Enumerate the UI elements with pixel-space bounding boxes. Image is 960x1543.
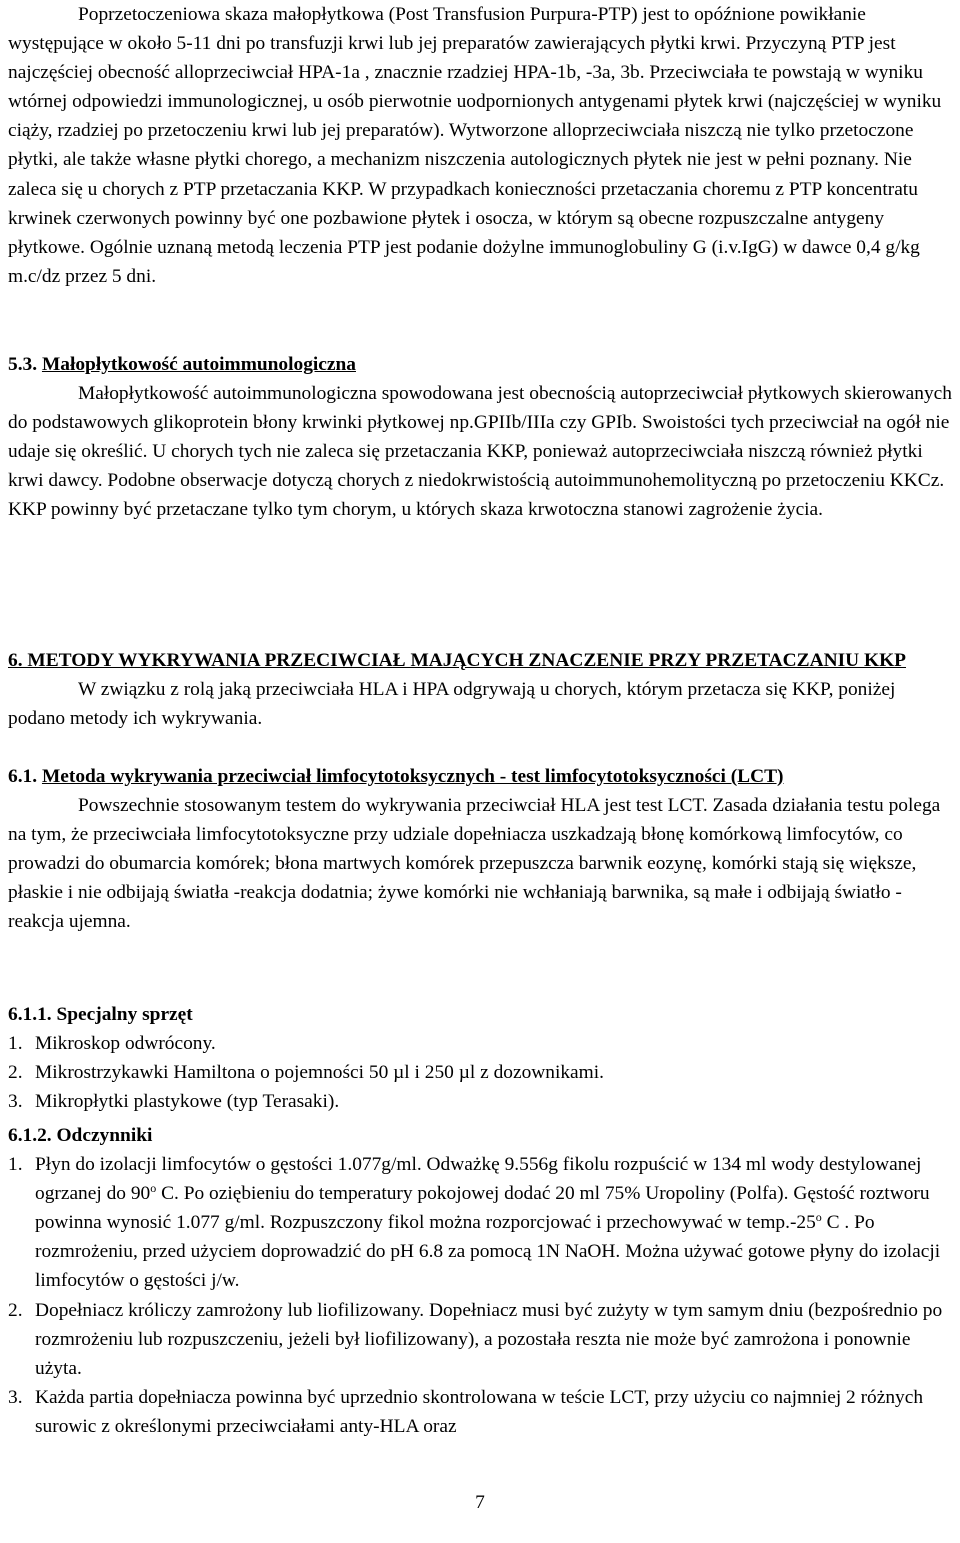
ptp-paragraph: Poprzetoczeniowa skaza małopłytkowa (Post Transfusion Purpura-PTP) jest to opóźnione powikłanie występujące w około 5-11 dni po transfuzji krwi lub jej preparatów zawierających płytki krwi. Przyczyną PTP jest najczęściej obecność alloprzeciwciał HPA-1a , znacznie rzadziej HPA-1b, -3a, 3b. Przeciwciała te powstają w wyniku wtórnej odpowiedzi immunologicznej, u osób pierwotnie uodpornionych antygenami płytek krwi (najczęściej w wyniku ciąży, rzadziej po przetoczeniu krwi lub jej preparatów). Wytworzone alloprzeciwciała niszczą nie tylko przetoczone płytki, ale także własne płytki chorego, a mechanizm niszczenia autologicznych płytek nie jest w pełni poznany. Nie zaleca się u chorych z PTP przetaczania KKP. W przypadkach konieczności przetaczania choremu z PTP koncentratu krwinek czerwonych powinny być one pozbawione płytek i osocza, w którym są obecne rozpuszczalne antygeny płytkowe. Ogólnie uznaną metodą leczenia PTP jest podanie dożylne immunoglobuliny G (i.v.IgG) w dawce 0,4 g/kg m.c/dz przez 5 dni.	[8, 4, 942, 287]
list-item-text: Każda partia dopełniacza powinna być uprzednio skontrolowana w teście LCT, przy użyciu co najmniej 2 różnych surowic z określonymi przeciwciałami anty-HLA oraz	[35, 1386, 924, 1437]
reagent-text-part: C. Po oziębieniu do temperatury pokojowej dodać 20 ml 75% Uropoliny (Polfa). Gęstość roztworu powinna wynosić 1.077 g/ml. Rozpuszczony fikol można rozporcjować i przechowywać w temp.-25	[35, 1183, 930, 1234]
section-6-heading: 6. METODY WYKRYWANIA PRZECIWCIAŁ MAJĄCYCH ZNACZENIE PRZY PRZETACZANIU KKP	[8, 650, 906, 671]
list-item-number: 2.	[8, 1299, 23, 1321]
reagent-text-part: C . Po rozmrożeniu, przed użyciem doprowadzić do pH 6.8 za pomocą 1N NaOH. Można używać gotowe płyny do izolacji limfocytów o gęstości j/w.	[35, 1212, 941, 1292]
section-6-1-2	[8, 1121, 953, 1441]
section-5-3-number: 5.3.	[8, 354, 38, 375]
section-6-1-2-heading: 6.1.2. Odczynniki	[8, 1125, 153, 1146]
list-item	[8, 1296, 953, 1383]
section-6-1-1-heading: 6.1.1. Specjalny sprzęt	[8, 1004, 193, 1025]
section-6	[8, 646, 953, 733]
list-item-text: Mikroskop odwrócony.	[35, 1033, 216, 1055]
list-item	[8, 1383, 953, 1441]
page-number: 7	[475, 1492, 485, 1513]
list-item-number: 3.	[8, 1091, 23, 1113]
section-6-1-1	[8, 1000, 953, 1116]
list-item-number: 1.	[8, 1154, 23, 1176]
reagents-list	[8, 1150, 953, 1441]
list-item	[8, 1150, 953, 1295]
section-6-1-title: Metoda wykrywania przeciwciał limfocytotoksycznych - test limfocytotoksyczności (LCT)	[41, 766, 784, 787]
list-item-text: Mikropłytki plastykowe (typ Terasaki).	[35, 1091, 340, 1113]
list-item-number: 1.	[8, 1033, 23, 1055]
equipment-list	[8, 1029, 953, 1116]
list-item-text	[35, 1154, 940, 1291]
section-6-1	[8, 762, 953, 937]
degree-superscript: o	[815, 1210, 822, 1225]
section-6-intro: W związku z rolą jaką przeciwciała HLA i HPA odgrywają u chorych, którym przetacza się KKP, poniżej podano metody ich wykrywania.	[8, 679, 896, 730]
section-6-1-heading	[8, 762, 953, 791]
list-item-number: 3.	[8, 1386, 23, 1408]
list-item-text: Dopełniacz króliczy zamrożony lub liofilizowany. Dopełniacz musi być zużyty w tym samym dniu (bezpośrednio po rozmrożeniu lub rozpuszczeniu, jeżeli był liofilizowany), a pozostała reszta nie może być zamrożona i ponownie użyta.	[35, 1299, 943, 1379]
section-5-3	[8, 350, 953, 525]
section-5-3-title: Małopłytkowość autoimmunologiczna	[41, 354, 356, 375]
reagent-text-part: Płyn do izolacji limfocytów o gęstości 1.077g/ml. Odważkę 9.556g fikolu rozpuścić w 134 ml wody destylowanej ogrzanej do 90	[35, 1154, 922, 1205]
section-6-1-number: 6.1.	[8, 766, 38, 787]
list-item-number: 2.	[8, 1062, 23, 1084]
section-6-1-body: Powszechnie stosowanym testem do wykrywania przeciwciał HLA jest test LCT. Zasada działania testu polega na tym, że przeciwciała limfocytotoksyczne przy udziale dopełniacza uszkadzają błonę komórkową limfocytów, co prowadzi do obumarcia komórek; błona martwych komórek przepuszcza barwnik eozynę, komórki stają się większe, płaskie i nie odbijają światła -reakcja dodatnia; żywe komórki nie wchłaniają barwnika, są małe i odbijają światło - reakcja ujemna.	[8, 795, 941, 933]
section-5-3-heading	[8, 350, 953, 379]
list-item	[8, 1058, 953, 1087]
section-5-3-body: Małopłytkowość autoimmunologiczna spowodowana jest obecnością autoprzeciwciał płytkowych skierowanych do podstawowych glikoprotein błony krwinki płytkowej np.GPIIb/IIIa czy GPIb. Swoistości tych przeciwciał na ogół nie udaje się określić. U chorych tych nie zaleca się przetaczania KKP, ponieważ autoprzeciwciała niszczą również płytki krwi dawcy. Podobne obserwacje dotyczą chorych z niedokrwistością autoimmunohemolityczną po przetoczeniu KKCz. KKP powinny być przetaczane tylko tym chorym, u których skaza krwotoczna stanowi zagrożenie życia.	[8, 383, 952, 521]
ptp-section	[8, 0, 953, 291]
list-item	[8, 1087, 953, 1116]
list-item	[8, 1029, 953, 1058]
list-item-text: Mikrostrzykawki Hamiltona o pojemności 50 µl i 250 µl z dozownikami.	[35, 1062, 604, 1084]
degree-superscript: o	[150, 1181, 157, 1196]
